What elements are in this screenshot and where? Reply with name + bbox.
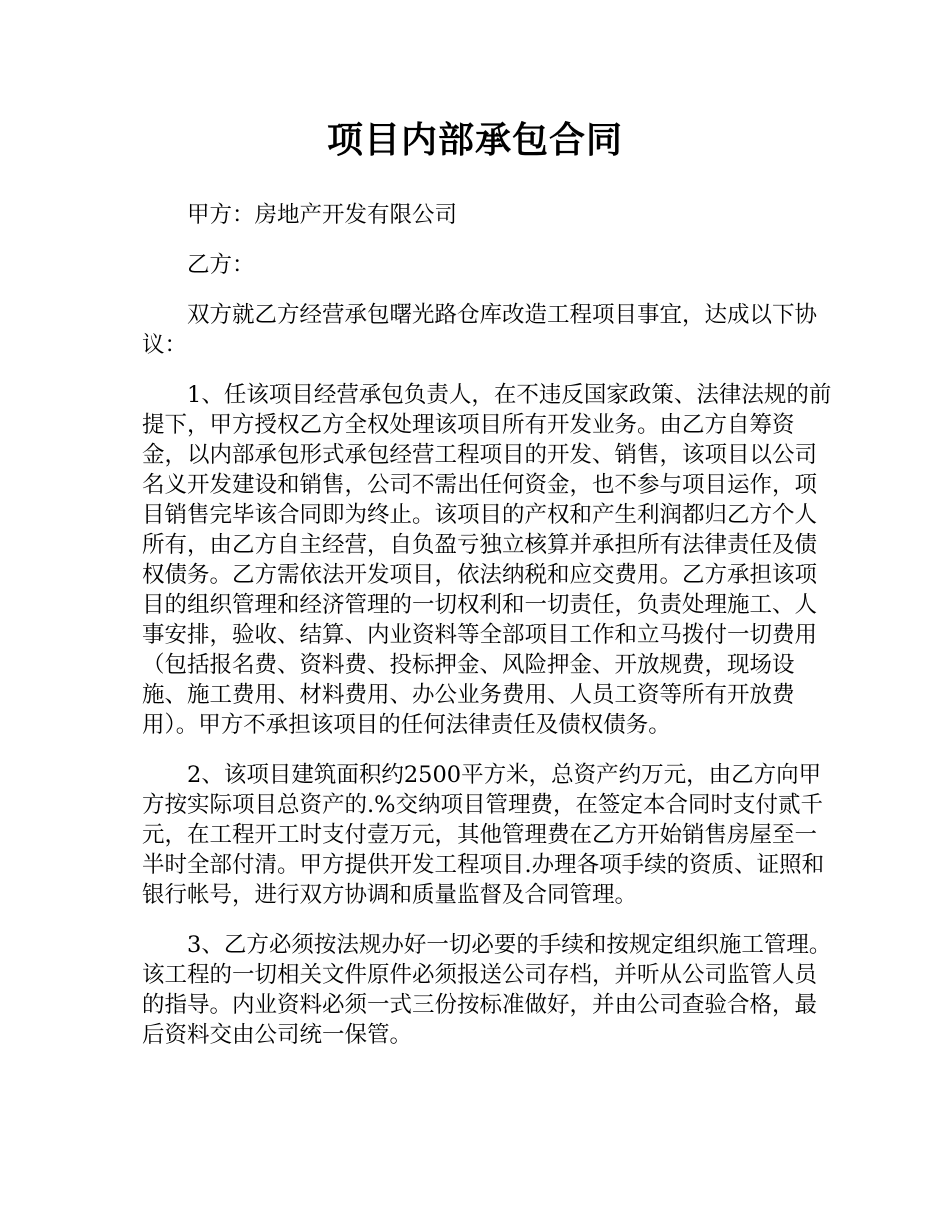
document-title: 项目内部承包合同: [326, 120, 623, 161]
clause-2-paragraph: 2、该项目建筑面积约2500平方米，总资产约万元，由乙方向甲方按实际项目总资产的.%交纳项目管理费，在签定本合同时支付贰千元，在工程开工时支付壹万元，其他管理费在乙方开始销售房屋至一半时全部付清。甲方提供开发工程项目.办理各项手续的资质、证照和银行帐号，进行双方协调和质量监督及合同管理。: [142, 762, 825, 908]
party-a-line: 甲方：房地产开发有限公司: [187, 202, 458, 228]
clause-1-paragraph: 1、任该项目经营承包负责人，在不违反国家政策、法律法规的前提下，甲方授权乙方全权处理该项目所有开发业务。由乙方自筹资金，以内部承包形式承包经营工程项目的开发、销售，该项目以公司名义开发建设和销售，公司不需出任何资金，也不参与项目运作，项目销售完毕该合同即为终止。该项目的产权和产生利润都归乙方个人所有，由乙方自主经营，自负盈亏独立核算并承担所有法律责任及债权债务。乙方需依法开发项目，依法纳税和应交费用。乙方承担该项目的组织管理和经济管理的一切权利和一切责任，负责处理施工、人事安排，验收、结算、内业资料等全部项目工作和立马拨付一切费用（包括报名费、资料费、投标押金、风险押金、开放规费，现场设施、施工费用、材料费用、办公业务费用、人员工资等所有开放费用）。甲方不承担该项目的任何法律责任及债权债务。: [142, 382, 832, 738]
clause-3-paragraph: 3、乙方必须按法规办好一切必要的手续和按规定组织施工管理。该工程的一切相关文件原件必须报送公司存档，并听从公司监管人员的指导。内业资料必须一式三份按标准做好，并由公司查验合格，最后资料交由公司统一保管。: [142, 932, 832, 1048]
document-body: [142, 200, 832, 1070]
intro-paragraph: 双方就乙方经营承包曙光路仓库改造工程项目事宜，达成以下协议：: [142, 302, 818, 358]
party-b-line: 乙方：: [187, 252, 255, 278]
